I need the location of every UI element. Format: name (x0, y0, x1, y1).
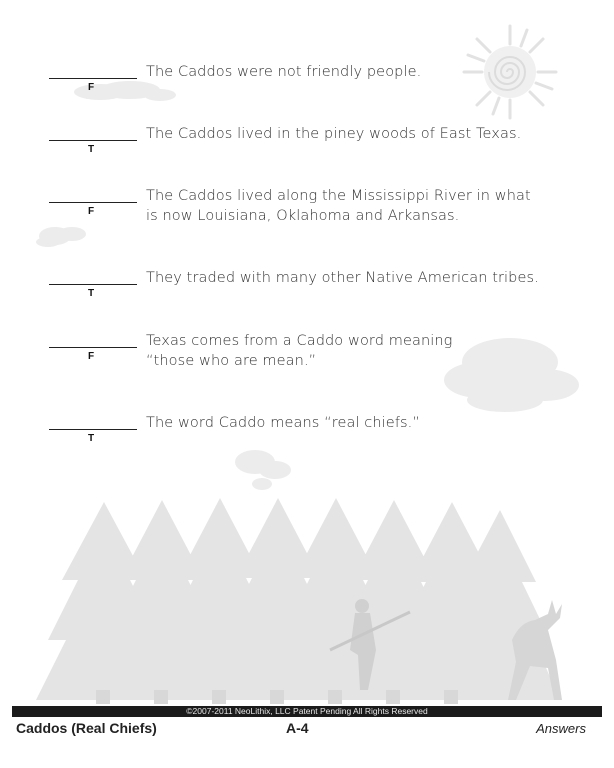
answer-mark: F (87, 82, 95, 93)
question-line: is now Louisiana, Oklahoma and Arkansas. (146, 208, 460, 224)
question-line: The word Caddo means “real chiefs.” (146, 415, 421, 431)
footer-section-label: Answers (536, 721, 586, 736)
question-text (146, 268, 586, 288)
cloud-icon (235, 450, 291, 490)
answer-mark: T (87, 144, 95, 155)
question-line: “those who are mean.” (146, 353, 317, 369)
question-line: They traded with many other Native American tribes. (146, 270, 539, 286)
cloud-icon (36, 227, 86, 247)
question-line: The Caddos lived in the piney woods of East Texas. (146, 126, 522, 142)
page-number: A-4 (286, 720, 309, 736)
question-text (146, 413, 586, 433)
answer-line (49, 284, 137, 285)
question-text (146, 331, 586, 371)
question-line: Texas comes from a Caddo word meaning (146, 333, 453, 349)
question-line: The Caddos were not friendly people. (146, 64, 422, 80)
question-line: The Caddos lived along the Mississippi River in what (146, 188, 531, 204)
pine-trees (36, 498, 560, 700)
answer-line (49, 202, 137, 203)
answer-mark: T (87, 288, 95, 299)
copyright-bar: ©2007-2011 NeoLithix, LLC Patent Pending All Rights Reserved (12, 706, 602, 717)
answer-line (49, 347, 137, 348)
answer-line (49, 429, 137, 430)
question-text (146, 186, 586, 226)
question-text (146, 62, 586, 82)
answer-mark: F (87, 206, 95, 217)
footer-title: Caddos (Real Chiefs) (16, 720, 157, 736)
question-text (146, 124, 586, 144)
answer-line (49, 140, 137, 141)
answer-mark: T (87, 433, 95, 444)
answer-line (49, 78, 137, 79)
answer-mark: F (87, 351, 95, 362)
